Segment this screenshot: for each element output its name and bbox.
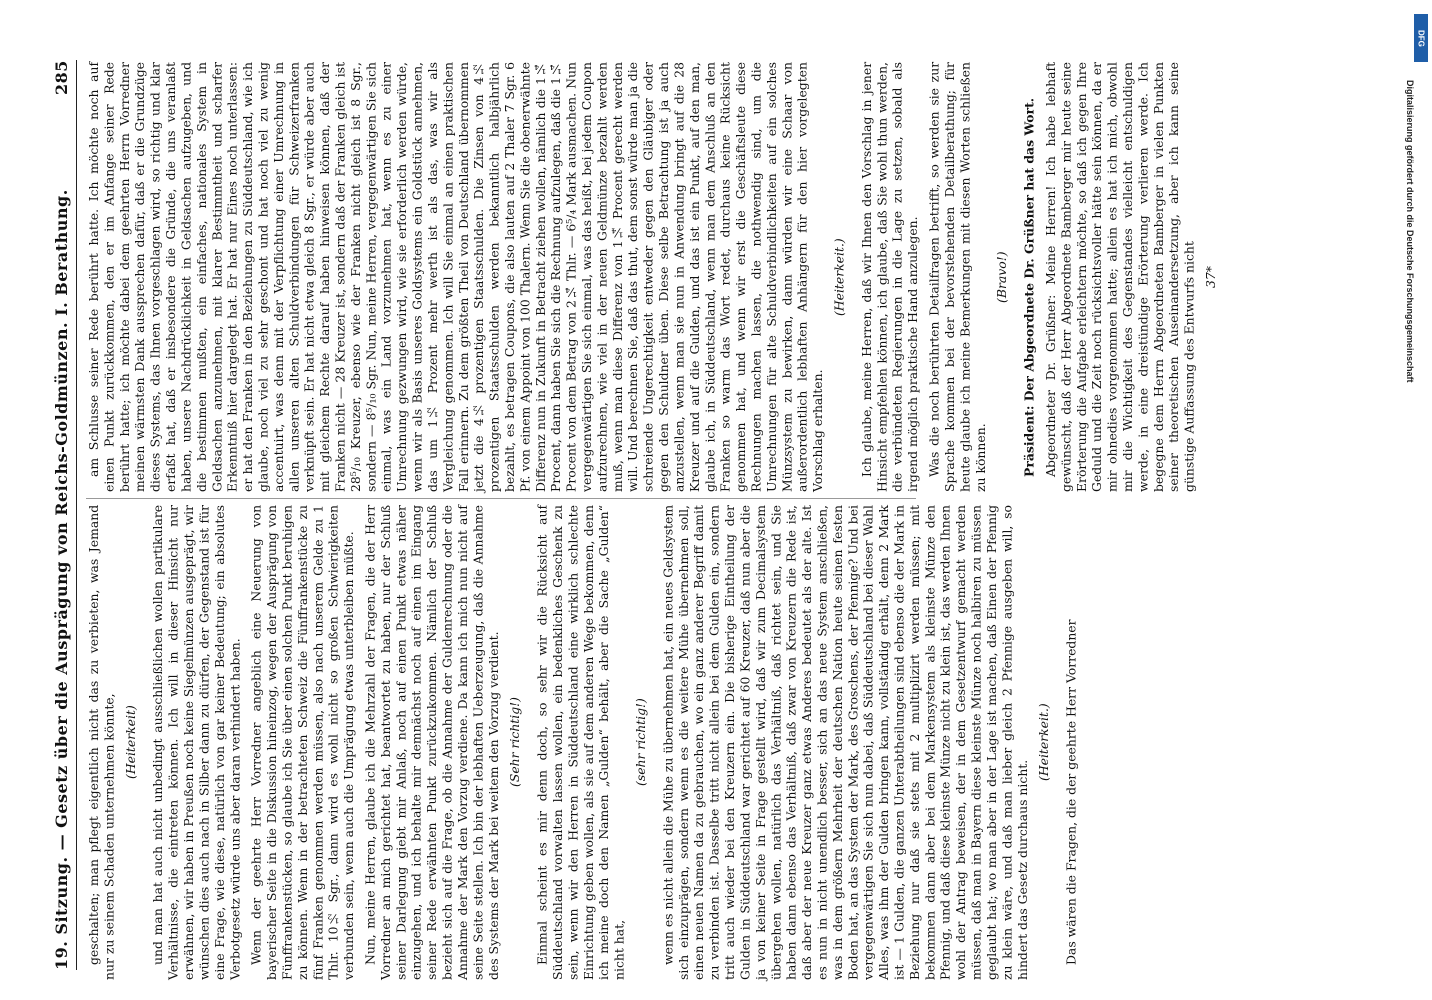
paragraph: Das wären die Fragen, die der geehrte Herr Vorredner xyxy=(1063,619,1079,966)
running-head-title: 19. Sitzung. — Gesetz über die Ausprägung von Reichs-Goldmünzen. I. Berathung. xyxy=(52,189,71,970)
running-head xyxy=(52,60,71,970)
column-divider xyxy=(86,498,916,499)
page-number: 285 xyxy=(52,60,71,95)
digitization-note: Digitalisierung gefördert durch die Deutsche Forschungsgemeinschaft xyxy=(1405,80,1415,383)
paragraph: wenn es nicht allein die Mühe zu übernehmen hat, ein neues Geldsystem sich einzuprägen, sondern wenn es die weitere Mühe übernehmen soll, einen neuen Namen da zu gebrauchen, wo ein ganz anderer Begriff damit zu verbinden ist. Dasselbe tritt nicht allein bei dem Gulden ein, sondern tritt auch wieder bei den Kreuzern ein. Die bisherige Eintheilung der Gulden in Süddeutschland war gerichtet auf 60 Kreuzer, daß nun aber die ja von keiner Seite in Frage gestellt wird, daß wir zum Decimalsystem übergehen wollen, natürlich das Verhältniß, daß richtet sein, und Sie haben dann ebenso das Verhältniß, daß zwar von Kreuzern die Rede ist, daß aber der neue Kreuzer ganz etwas Anderes bedeutet als der alte. Ist es nun in nicht unendlich besser, sich an das neue System anschließen, was in dem größern Mehrheit der deutschen Nation heute seinen festen Boden hat, an das System der Mark, des Groschens, der Pfennige? Und bei vergegenwärtigen Sie sich nun dabei, daß Süddeutschland bei dieser Wahl Alles, was ihm der Gulden bringen kann, vollständig erhält, denn 2 Mark ist — 1 Gulden, die ganzen Unterabtheilungen sind ebenso die der Mark in Beziehung nur daß sie stets mit 2 multiplizirt werden müssen; mit bekommen dann aber bei dem Markensystem als kleinste Münze den Pfennig, und daß diese kleinste Münze nicht zu klein ist, das werden Ihnen wohl der Antrag beweisen, der in dem Gesetzentwurf gemacht werden müssen, daß man in Bayern diese kleinste Münze noch halbiren zu müssen geglaubt hat; wo man aber in der Lage ist machen, daß Einen der Pfennig zu klein wäre, und daß man lieber gleich 2 Pfennige ausgeben will, so hindert das Gesetz durchaus nicht. xyxy=(660,505,1030,980)
paragraph: (Heiterkeit.) xyxy=(831,238,847,316)
paragraph: und man hat auch nicht unbedingt ausschließlichen wollen partikulare Verhältnisse, die eintreten können. Ich will in dieser Hinsicht nur erwähnen, wir haben in Preußen noch keine Siegelmünzen ausgeprägt, wir wünschen dies auch nach in Silber dann zu dürfen, der Gegenstand ist für eine Frage, wie diese, natürlich von gar keiner Bedeutung; ein absolutes Verbotgesetz würde uns aber daran verhindert haben. xyxy=(150,505,243,980)
signature-mark: 37* xyxy=(1203,266,1219,288)
paragraph: Nun, meine Herren, glaube ich die Mehrzahl der Fragen, die der Herr Vorredner an mich gerichtet hat, beantwortet zu haben, nur der Schluß seiner Darlegung giebt mir Anlaß, noch auf einen Punkt etwas näher einzugehen, und ich behalte mir demnächst noch auf einen im Eingang seiner Rede erwähnten Punkt zurückzukommen. Nämlich der Schluß bezieht sich auf die Frage, ob die Annahme der Guldenrechnung oder die Annahme der Mark den Vorzug verdiene. Da kann ich mich nun nicht auf seine Seite stellen. Ich bin der lebhaften Ueberzeugung, daß die Annahme des Systems der Mark bei weitem den Vorzug verdient. xyxy=(362,505,501,980)
dfg-logo: DFG xyxy=(1414,14,1428,62)
paragraph: Abgeordneter Dr. Grüßner: Meine Herren! Ich habe lebhaft gewünscht, daß der Herr Abgeordnete Bamberger mir heute seine Erörterung die Aufgabe erleichtern möchte, so daß ich gegen Ihre Geduld und die Zeit noch rücksichtsvoller hätte sein können, da er mir ohnedies vorgenommen hatte; allein es hat ich mich, obwohl mir die Wichtigkeit des Gegenstandes vielleicht entschuldigen werde, in eine dreistündige Erörterung verlieren werde. Ich begegne dem Herrn Abgeordneten Bamberger in vielen Punkten seiner theoretischen Auseinandersetzung, aber ich kann seine günstige Auffassung des Entwurfs nicht xyxy=(1042,62,1197,492)
paragraph: Wenn der geehrte Herr Vorredner angeblich eine Neuerung von bayerischer Seite in die Diskussion hineinzog, wegen der Ausprägung von Fünffrankenstücken, so glaube ich Sie über einen solchen Punkt beruhigen zu können. Wenn in der betrachteten Schweiz die Fünffrankenstücke zu fünf Franken genommen werden müssen, also nach unserem Gelde zu 1 Thlr. 10½ Sgr., dann wird es wohl nicht so großen Schwierigkeiten verbunden sein, wenn auch die Umprägung etwas unterbleiben müßte. xyxy=(248,505,357,980)
left-column xyxy=(86,505,1079,980)
paragraph: (Heiterkeit.) xyxy=(1036,703,1052,782)
paragraph: (Bravo!) xyxy=(994,251,1010,303)
right-column xyxy=(86,62,1219,492)
paragraph: (Heiterkeit) xyxy=(122,705,138,780)
paragraph: Präsident: Der Abgeordnete Dr. Grüßner hat das Wort. xyxy=(1021,98,1037,478)
paragraph: Was die noch berührten Detailfragen betrifft, so werden sie zur Sprache kommen bei der bevorstehenden Detailberathung; für heute glaube ich meine Bemerkungen mit diesen Worten schließen zu können. xyxy=(926,62,988,492)
paragraph: (sehr richtig!) xyxy=(633,698,648,787)
header-rule xyxy=(76,60,77,970)
paragraph: (Sehr richtig!) xyxy=(507,697,523,788)
paragraph: geschalten; man pflegt eigentlich nicht das zu verbieten, was Jemand nur zu seinem Schaden unternehmen könnte, xyxy=(86,505,117,980)
paragraph: Ich glaube, meine Herren, daß wir Ihnen den Vorschlag in jener Hinsicht empfehlen können, ich glaube, daß Sie wohl thun werden, die verbündeten Regierungen in die Lage zu setzen, sobald als irgend möglich praktische Hand anzulegen. xyxy=(858,62,921,492)
paragraph: Einmal scheint es mir denn doch, so sehr wir die Rücksicht auf Süddeutschland vorwalten lassen wollen, ein bedenkliches Geschenk zu sein, wenn wir den Herren in Süddeutschland eine wirklich schlechte Einrichtung geben wollen, als sie auf dem anderen Wege bekommen, denn ich meine doch den Namen „Gulden“ behält, aber die Sache „Gulden“ nicht hat, xyxy=(534,505,627,980)
paragraph: am Schlusse seiner Rede berührt hatte. Ich möchte noch auf einen Punkt zurückkommen, den er im Anfange seiner Rede berührt hatte; ich möchte dabei dem geehrten Herrn Vorredner meinen wärmsten Dank aussprechen dafür, daß er die Grundzüge dieses Systems, das Ihnen vorgeschlagen wird, so richtig und klar erfaßt hat, daß er insbesondere die Gründe, die uns veranlaßt haben, unsere Nachdrücklichkeit in Geldsachen aufzugeben, und die bestimmen mußten, ein einfaches, nationales System in Geldsachen anzunehmen, mit klarer Bestimmtheit und scharfer Erkenntniß hier dargelegt hat. Er hat nur Eines noch unterlassen: er hat den Franken in den Beziehungen zu Süddeutschland, wie ich glaube, noch viel zu sehr geschont und hat noch viel zu wenig accentuirt, was denn mit der Verpflichtung einer Umrechnung in allen unseren alten Schuldverbindungen für Schweizerfranken verknüpft sein. Er hat nicht etwa gleich 8 Sgr., er würde aber auch mit gleichem Rechte darauf haben hinweisen können, daß der Franken nicht — 28 Kreuzer ist, sondern daß der Franken gleich ist 28⁵/₁₀ Kreuzer, ebenso wie der Franken nicht gleich ist 8 Sgr., sondern — 8⁵/₁₀ Sgr. Nun, meine Herren, vergegenwärtigen Sie sich einmal, was ein Land vorzunehmen hat, wenn es zu einer Umrechnung gezwungen wird, wie sie erforderlich werden würde, wenn wir als Basis unseres Goldsystems ein Goldstück annehmen, das um 1½ Prozent mehr werth ist als das, was wir als Vergleichung genommen. Ich will Sie einmal an einen praktischen Fall erinnern. Zu dem größten Theil von Deutschland übernommen jetzt die 4½ prozentigen Staatsschulden. Die Zinsen von 4½ prozentigen Staatsschulden werden bekanntlich halbjährlich bezahlt, es betragen Coupons, die also lauten auf 2 Thaler 7 Sgr. 6 Pf. von einem Appoint von 100 Thalern. Wenn Sie die obenerwähnte Differenz nun in Zukunft in Betracht ziehen wollen, nämlich die 1¼ Procent, dann haben Sie sich die Rechnung aufzulegen, daß die 1¼ Procent von dem Betrag von 2¼ Thlr. — 6⁵/₄ Mark ausmachen. Nun vergegenwärtigen Sie sich einmal, was das heißt, bei jedem Coupon aufzurechnen, wie viel in der neuen Geldmünze bezahlt werden muß, wenn man diese Differenz von 1¼ Procent gerecht werden will. Und berechnen Sie, daß das thut, dem sonst würde man ja die schreiende Ungerechtigkeit entweder gegen den Gläubiger oder gegen den Schuldner üben. Diese selbe Betrachtung ist ja auch anzustellen, wenn man sie nun in Anwendung bringt auf die 28 Kreuzer und auf die Gulden, und das ist ein Punkt, auf den man, glaube ich, in Süddeutschland, wenn man dem Anschluß an den Franken so warm das Wort redet, durchaus keine Rücksicht genommen hat, und wenn wir erst die Geschäftsleute diese Rechnungen machen lassen, die nothwendig sind, um die Umrechnungen für alte Schuldverbindlichkeiten auf ein solches Münzsystem zu bewirken, dann würden wir eine Schaar von außerordentlich lebhaften Anhängern für den hier vorgelegten Vorschlag erhalten. xyxy=(86,62,826,492)
